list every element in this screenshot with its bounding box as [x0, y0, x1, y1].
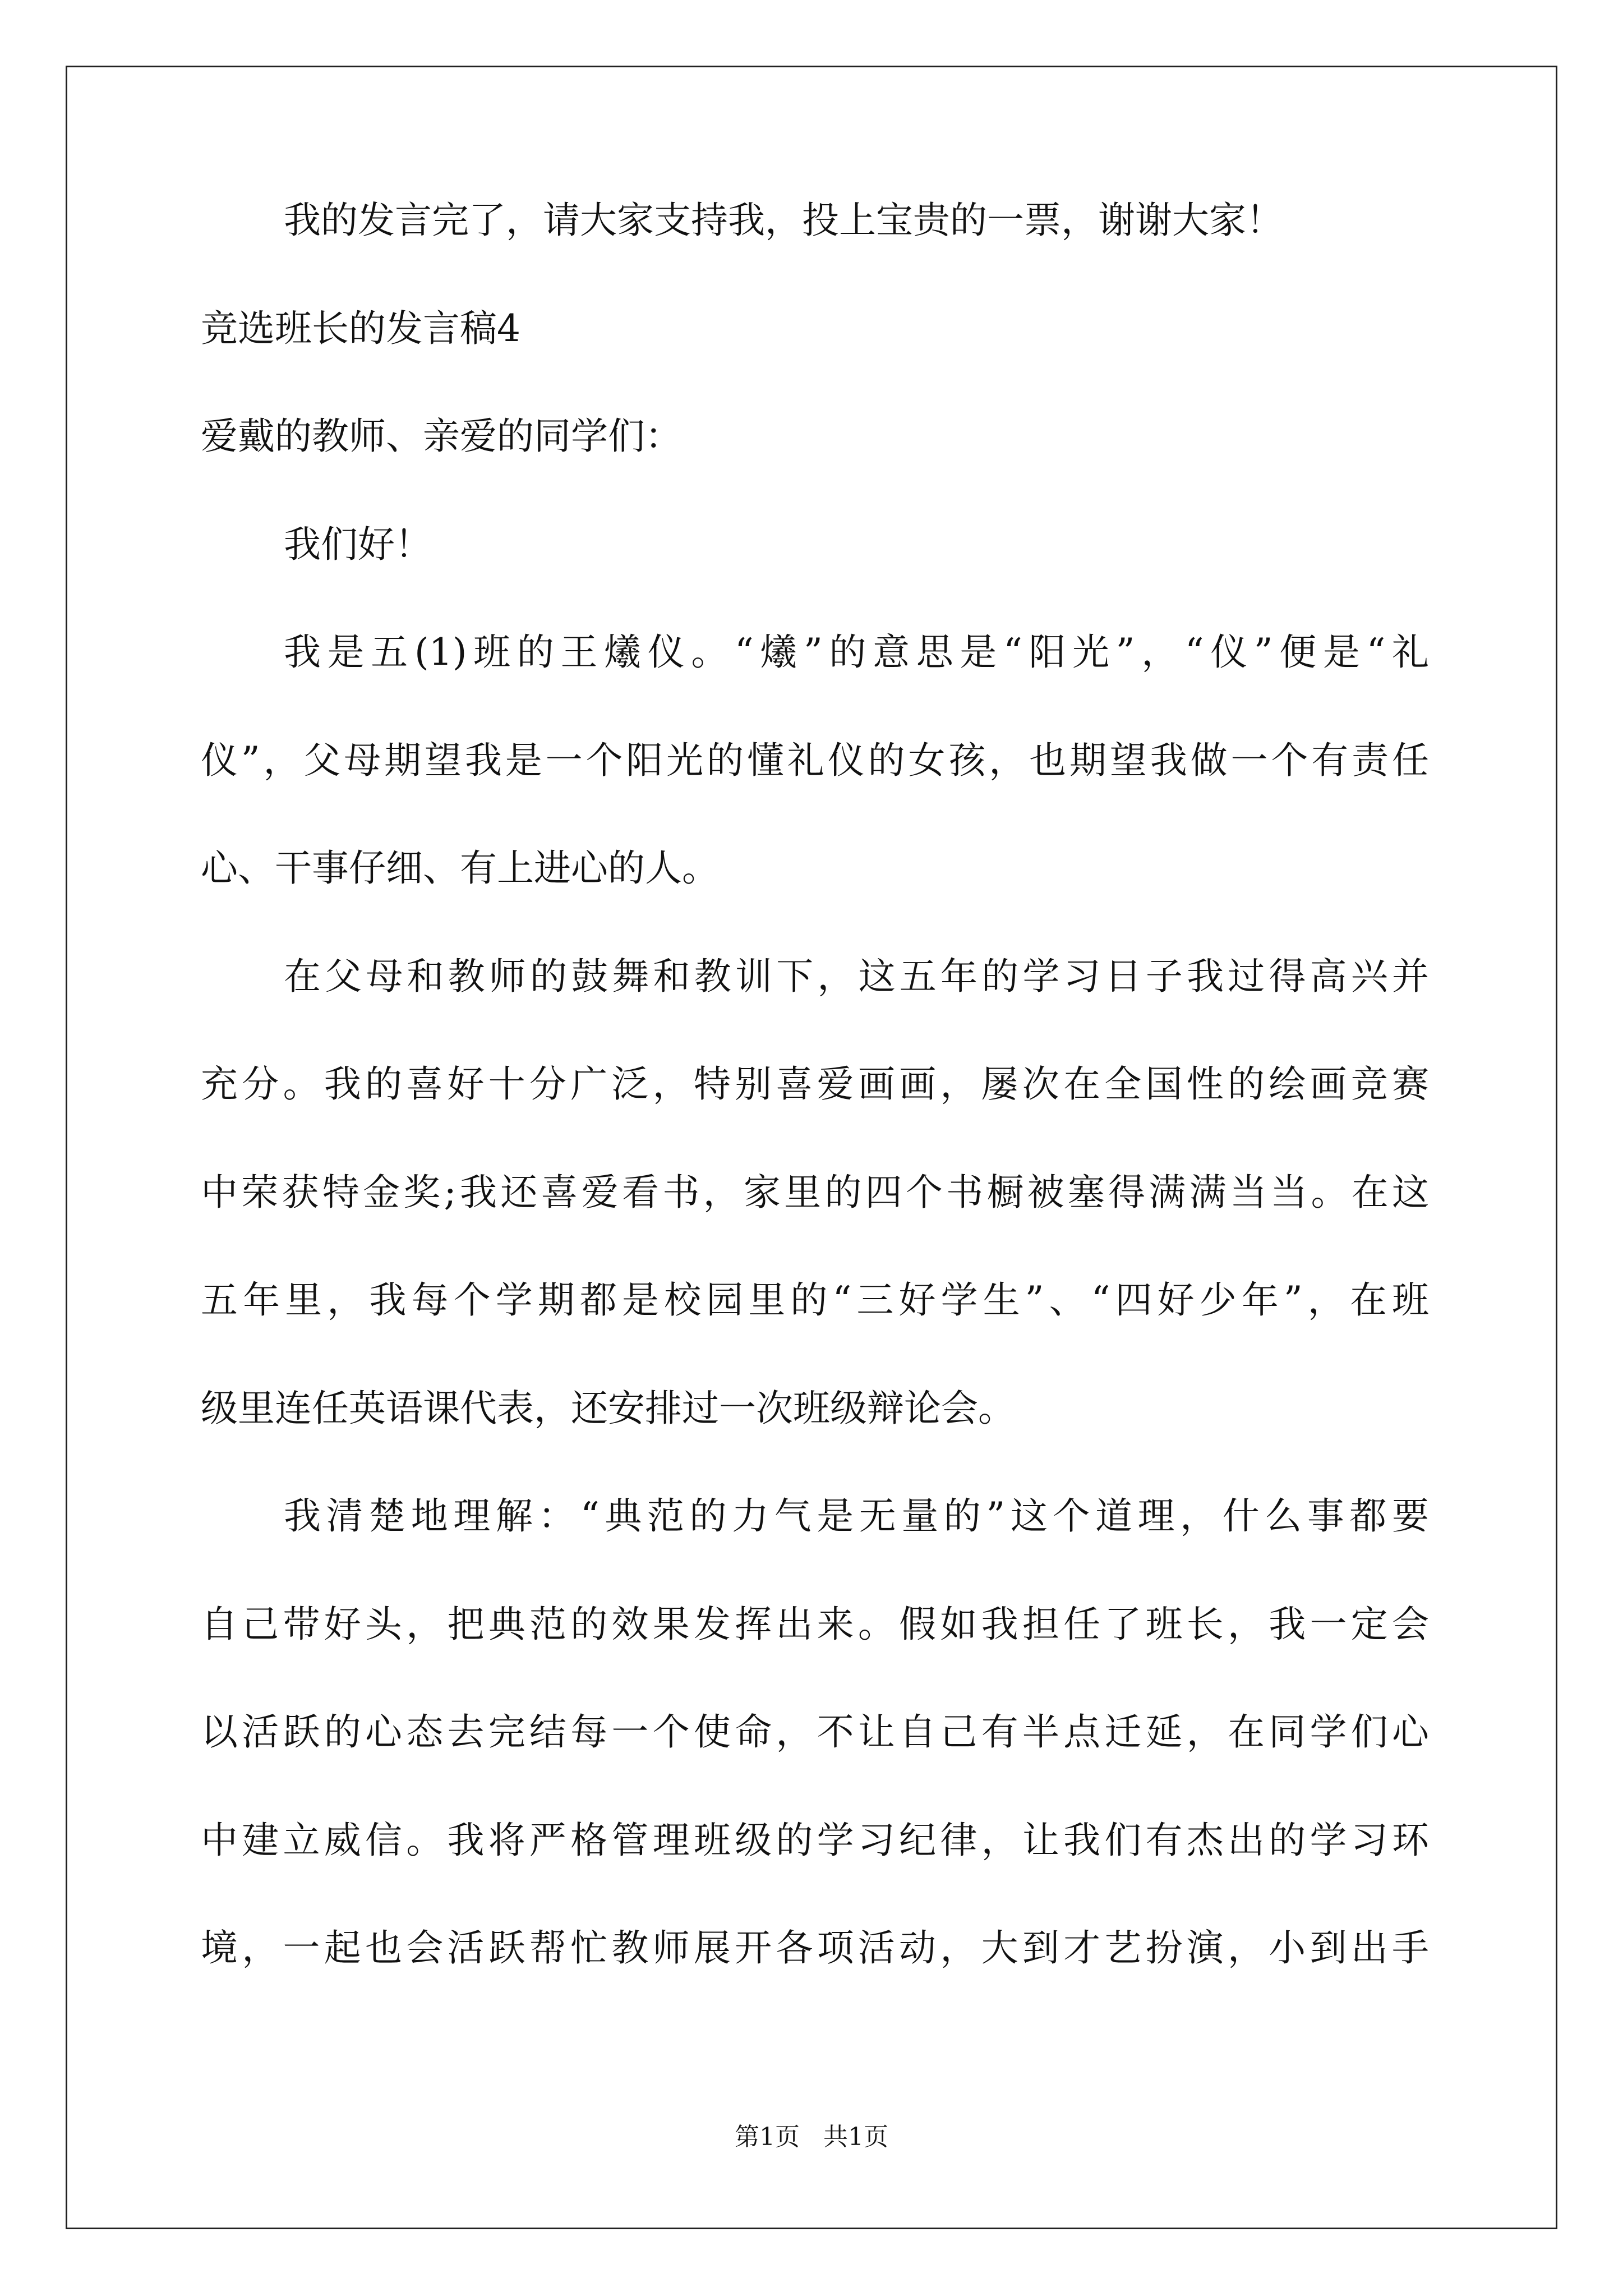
document-heading: 竞选班长的发言稿4 — [201, 306, 520, 350]
document-body — [201, 199, 1429, 2038]
paragraph-line: 以活跃的心态去完结每一个使命，不让自己有半点迁延，在同学们心 — [201, 1710, 1429, 1754]
paragraph-line: 我清楚地理解：“典范的力气是无量的”这个道理，什么事都要 — [284, 1494, 1429, 1538]
paragraph-line: 五年里，我每个学期都是校园里的“三好学生”、“四好少年”，在班 — [201, 1278, 1429, 1322]
paragraph-line: 仪”，父母期望我是一个阳光的懂礼仪的女孩，也期望我做一个有责任 — [201, 738, 1429, 782]
paragraph-line: 中荣获特金奖;我还喜爱看书，家里的四个书橱被塞得满满当当。在这 — [201, 1170, 1429, 1214]
paragraph-line: 我是五(1)班的王爔仪。“爔”的意思是“阳光”，“仪”便是“礼 — [284, 631, 1429, 674]
greeting: 我们好！ — [284, 522, 432, 566]
page-footer: 第1页 共1页 — [735, 2123, 888, 2151]
paragraph-line: 心、干事仔细、有上进心的人。 — [201, 846, 719, 890]
paragraph-line: 境，一起也会活跃帮忙教师展开各项活动，大到才艺扮演，小到出手 — [201, 1926, 1429, 1970]
paragraph-line: 级里连任英语课代表，还安排过一次班级辩论会。 — [201, 1386, 1015, 1430]
paragraph-line: 中建立威信。我将严格管理班级的学习纪律，让我们有杰出的学习环 — [201, 1818, 1429, 1862]
paragraph-line: 在父母和教师的鼓舞和教训下，这五年的学习日子我过得高兴并 — [284, 954, 1429, 998]
salutation: 爱戴的教师、亲爱的同学们： — [201, 415, 682, 458]
paragraph-line: 充分。我的喜好十分广泛，特别喜爱画画，屡次在全国性的绘画竞赛 — [201, 1062, 1429, 1106]
paragraph-line: 自己带好头，把典范的效果发挥出来。假如我担任了班长，我一定会 — [201, 1602, 1429, 1646]
closing-line: 我的发言完了，请大家支持我，投上宝贵的一票，谢谢大家！ — [284, 199, 1283, 242]
